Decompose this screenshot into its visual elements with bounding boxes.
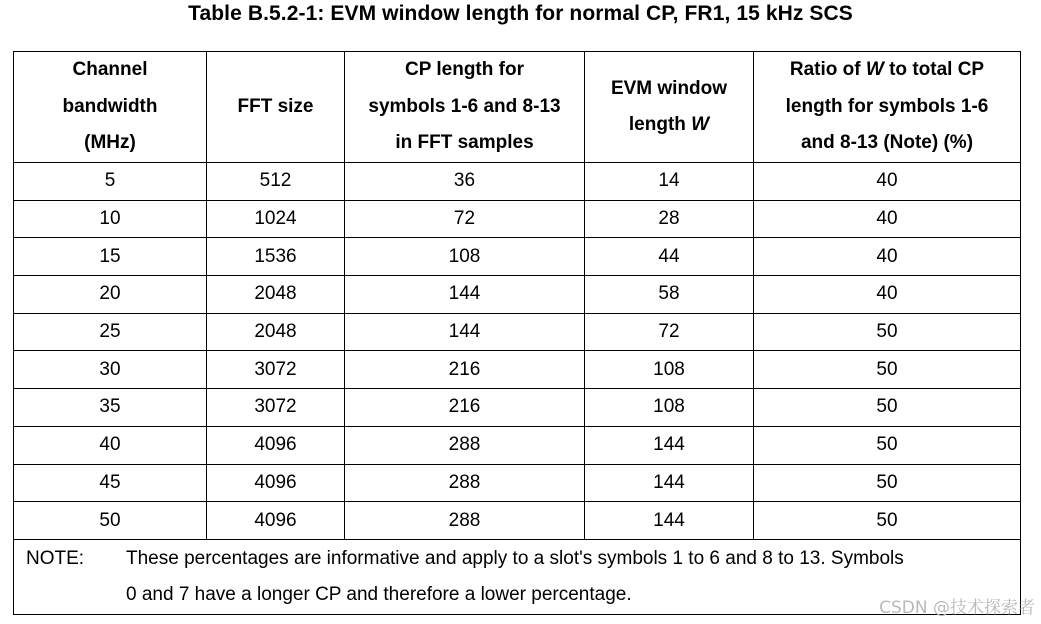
cell-channel-bandwidth: 10 <box>14 200 207 238</box>
evm-window-table <box>13 51 1021 615</box>
cell-cp-length: 288 <box>345 502 585 540</box>
cell-cp-length: 144 <box>345 276 585 314</box>
header-line: symbols 1-6 and 8-13 <box>368 95 561 117</box>
cell-ratio: 50 <box>754 313 1021 351</box>
cell-ratio: 50 <box>754 426 1021 464</box>
cell-channel-bandwidth: 15 <box>14 238 207 276</box>
header-italic-w: W <box>865 59 884 81</box>
table-row <box>14 464 1021 502</box>
cell-evm-window: 144 <box>585 426 754 464</box>
table-row <box>14 426 1021 464</box>
header-line: Channel <box>72 59 148 81</box>
header-italic-w: W <box>691 114 710 135</box>
cell-evm-window: 108 <box>585 389 754 427</box>
table-row <box>14 200 1021 238</box>
cell-channel-bandwidth: 40 <box>14 426 207 464</box>
cell-ratio: 40 <box>754 200 1021 238</box>
cell-cp-length: 216 <box>345 389 585 427</box>
cell-cp-length: 108 <box>345 238 585 276</box>
cell-ratio: 40 <box>754 163 1021 201</box>
header-text: Ratio of <box>789 59 866 81</box>
cell-evm-window: 28 <box>585 200 754 238</box>
cell-cp-length: 36 <box>345 163 585 201</box>
cell-evm-window: 144 <box>585 464 754 502</box>
header-line: FFT size <box>237 95 314 117</box>
cell-fft-size: 4096 <box>207 464 345 502</box>
header-line: and 8-13 (Note) (%) <box>800 132 974 154</box>
table-title: Table B.5.2-1: EVM window length for normal CP, FR1, 15 kHz SCS <box>188 2 853 25</box>
note-row <box>14 539 1021 614</box>
cell-channel-bandwidth: 45 <box>14 464 207 502</box>
header-fft-size <box>207 52 345 163</box>
cell-fft-size: 4096 <box>207 426 345 464</box>
table-row <box>14 163 1021 201</box>
table-row <box>14 276 1021 314</box>
header-cp-length <box>345 52 585 163</box>
cell-evm-window: 144 <box>585 502 754 540</box>
cell-channel-bandwidth: 30 <box>14 351 207 389</box>
header-line: length for symbols 1-6 <box>785 95 989 117</box>
cell-fft-size: 2048 <box>207 313 345 351</box>
watermark: CSDN @技术探索者 <box>879 598 1035 618</box>
header-text: length <box>628 114 692 135</box>
table-row <box>14 351 1021 389</box>
cell-channel-bandwidth: 5 <box>14 163 207 201</box>
cell-ratio: 40 <box>754 276 1021 314</box>
header-line: bandwidth <box>62 95 158 117</box>
cell-ratio: 50 <box>754 502 1021 540</box>
header-line: CP length for <box>405 59 524 81</box>
cell-ratio: 50 <box>754 464 1021 502</box>
cell-fft-size: 1536 <box>207 238 345 276</box>
cell-fft-size: 3072 <box>207 389 345 427</box>
cell-channel-bandwidth: 20 <box>14 276 207 314</box>
table-row <box>14 313 1021 351</box>
table-row <box>14 238 1021 276</box>
cell-fft-size: 512 <box>207 163 345 201</box>
header-text: to total CP <box>883 59 985 81</box>
header-ratio <box>754 52 1021 163</box>
cell-channel-bandwidth: 25 <box>14 313 207 351</box>
cell-evm-window: 72 <box>585 313 754 351</box>
note-line: These percentages are informative and apply to a slot's symbols 1 to 6 and 8 to 13. Symbols <box>126 547 904 569</box>
header-evm-window-length <box>585 52 754 163</box>
cell-ratio: 40 <box>754 238 1021 276</box>
cell-evm-window: 58 <box>585 276 754 314</box>
header-line: EVM window <box>610 77 728 99</box>
cell-cp-length: 216 <box>345 351 585 389</box>
table-row <box>14 502 1021 540</box>
note-line: 0 and 7 have a longer CP and therefore a lower percentage. <box>126 583 632 605</box>
cell-channel-bandwidth: 50 <box>14 502 207 540</box>
cell-fft-size: 2048 <box>207 276 345 314</box>
cell-ratio: 50 <box>754 351 1021 389</box>
cell-cp-length: 144 <box>345 313 585 351</box>
cell-cp-length: 288 <box>345 426 585 464</box>
header-line <box>585 107 753 144</box>
cell-fft-size: 3072 <box>207 351 345 389</box>
cell-evm-window: 44 <box>585 238 754 276</box>
note-cell <box>14 539 1021 614</box>
header-line: in FFT samples <box>395 132 534 154</box>
note <box>14 541 1020 613</box>
header-line: (MHz) <box>84 132 136 154</box>
table-header-row <box>14 52 1021 163</box>
note-label: NOTE: <box>26 547 85 569</box>
cell-cp-length: 72 <box>345 200 585 238</box>
cell-ratio: 50 <box>754 389 1021 427</box>
cell-cp-length: 288 <box>345 464 585 502</box>
cell-evm-window: 14 <box>585 163 754 201</box>
header-line <box>754 52 1020 89</box>
header-channel-bandwidth <box>14 52 207 163</box>
cell-channel-bandwidth: 35 <box>14 389 207 427</box>
table-row <box>14 389 1021 427</box>
cell-fft-size: 1024 <box>207 200 345 238</box>
cell-evm-window: 108 <box>585 351 754 389</box>
cell-fft-size: 4096 <box>207 502 345 540</box>
